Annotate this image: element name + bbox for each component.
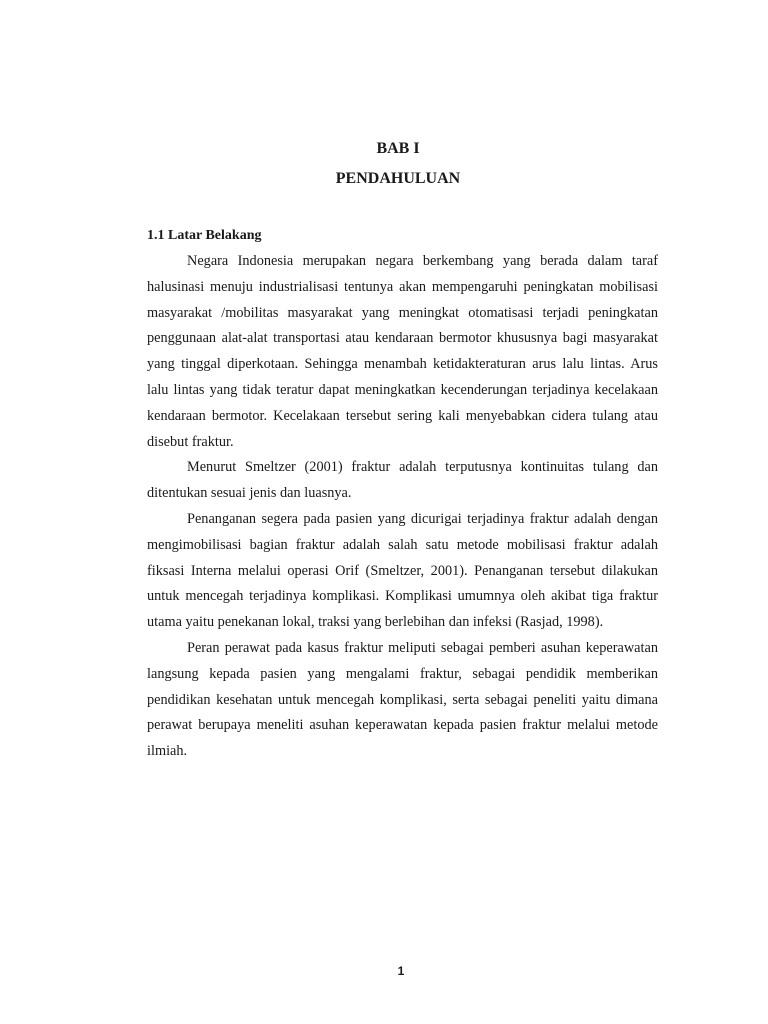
- section-heading: 1.1 Latar Belakang: [147, 228, 262, 243]
- chapter-title: PENDAHULUAN: [335, 170, 461, 187]
- paragraph: Negara Indonesia merupakan negara berkembang yang berada dalam taraf halusinasi menuju industrialisasi tentunya akan mempengaruhi peningkatan mobilisasi masyarakat /mobilitas masyarakat yang meningkat otomatisasi terjadi peningkatan penggunaan alat-alat transportasi atau kendaraan bermotor khususnya bagi masyarakat yang tinggal diperkotaan. Sehingga menambah ketidakteraturan arus lalu lintas. Arus lalu lintas yang tidak teratur dapat meningkatkan kecenderungan terjadinya kecelakaan kendaraan bermotor. Kecelakaan tersebut sering kali menyebabkan cidera tulang atau disebut fraktur.: [147, 253, 658, 450]
- paragraph: Menurut Smeltzer (2001) fraktur adalah terputusnya kontinuitas tulang dan ditentukan sesuai jenis dan luasnya.: [147, 459, 658, 502]
- chapter-number: BAB I: [376, 140, 420, 157]
- paragraph: Penanganan segera pada pasien yang dicurigai terjadinya fraktur adalah dengan mengimobilisasi bagian fraktur adalah salah satu metode mobilisasi fraktur adalah fiksasi Interna melalui operasi Orif (Smeltzer, 2001). Penanganan tersebut dilakukan untuk mencegah terjadinya komplikasi. Komplikasi umumnya oleh akibat tiga fraktur utama yaitu penekanan lokal, traksi yang berlebihan dan infeksi (Rasjad, 1998).: [147, 510, 658, 631]
- body-text: [147, 249, 658, 765]
- page-number: 1: [397, 964, 405, 978]
- paragraph: Peran perawat pada kasus fraktur meliputi sebagai pemberi asuhan keperawatan langsung kepada pasien yang mengalami fraktur, sebagai pendidik memberikan pendidikan kesehatan untuk mencegah komplikasi, serta sebagai peneliti yaitu dimana perawat berupaya meneliti asuhan keperawatan kepada pasien fraktur melalui metode ilmiah.: [147, 639, 658, 760]
